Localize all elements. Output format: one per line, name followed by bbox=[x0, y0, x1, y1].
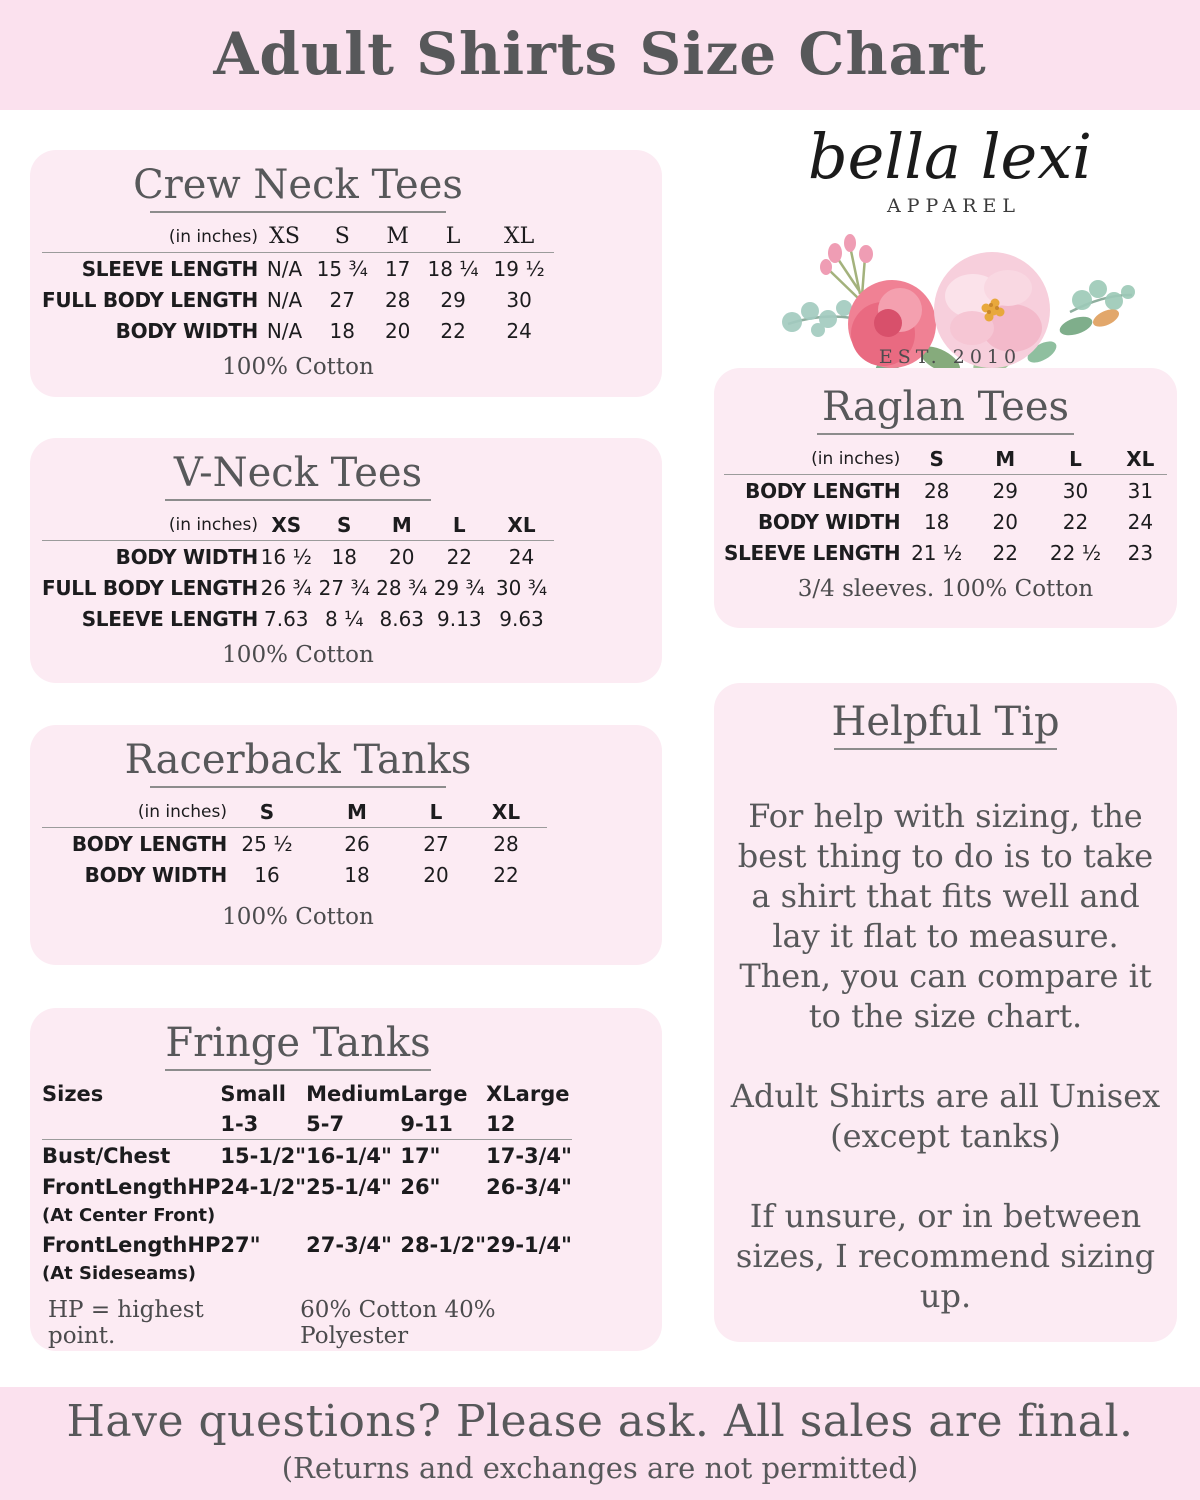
size-value-cell: 30 bbox=[1062, 478, 1089, 503]
size-value-cell: 29 bbox=[992, 478, 1018, 503]
col-header: Medium bbox=[306, 1082, 401, 1106]
fabric-note: 60% Cotton 40% Polyester bbox=[300, 1297, 496, 1349]
size-value-cell: 18 bbox=[344, 862, 370, 887]
row-label-cell: BODY WIDTH bbox=[115, 318, 258, 343]
size-value-cell: 26" bbox=[400, 1174, 441, 1199]
size-value-cell: 20 bbox=[423, 862, 449, 887]
size-value-cell: 25 ½ bbox=[241, 831, 293, 856]
row-label-cell: SLEEVE LENGTH bbox=[81, 606, 258, 631]
size-value-cell: 27-3/4" bbox=[306, 1232, 392, 1257]
col-header: M bbox=[374, 509, 430, 541]
col-header: M bbox=[973, 443, 1037, 475]
size-value-cell: 26 bbox=[344, 831, 370, 856]
size-value-cell: 28 bbox=[384, 287, 411, 312]
col-header: M bbox=[373, 221, 421, 253]
tip-paragraph: If unsure, or in between sizes, I recommend sizing up. bbox=[735, 1197, 1156, 1315]
table-row bbox=[42, 541, 554, 573]
size-value-cell: 20 bbox=[384, 318, 411, 343]
vneck-title: V-Neck Tees bbox=[173, 450, 423, 496]
size-value-cell: 28-1/2" bbox=[400, 1232, 487, 1257]
col-header: S bbox=[227, 796, 307, 828]
unit-label: (in inches) bbox=[42, 796, 227, 828]
fabric-note: 100% Cotton bbox=[222, 354, 374, 380]
title-underline bbox=[165, 499, 431, 501]
racerback-title: Racerback Tanks bbox=[124, 737, 472, 783]
row-label-cell: BODY WIDTH bbox=[84, 862, 227, 887]
size-value-cell: 24-1/2" bbox=[220, 1174, 307, 1199]
racerback-size-table bbox=[42, 796, 547, 890]
table-row bbox=[42, 603, 554, 634]
fringe-range-row bbox=[42, 1109, 572, 1140]
table-row bbox=[42, 859, 547, 890]
racerback-tanks-panel bbox=[30, 725, 662, 965]
title-underline bbox=[817, 433, 1074, 435]
size-value-cell: 17" bbox=[400, 1143, 441, 1168]
size-range: 12 bbox=[486, 1109, 572, 1140]
row-label-cell: BODY WIDTH bbox=[757, 509, 901, 534]
title-underline bbox=[150, 786, 447, 788]
size-value-cell: 9.63 bbox=[499, 606, 544, 631]
size-value-cell: 25-1/4" bbox=[306, 1174, 392, 1199]
crew-title: Crew Neck Tees bbox=[133, 162, 463, 208]
tip-paragraph: Adult Shirts are all Unisex (except tanks) bbox=[730, 1077, 1161, 1155]
size-range: 5-7 bbox=[306, 1109, 400, 1140]
size-value-cell: 18 bbox=[331, 544, 357, 569]
table-row bbox=[724, 506, 1167, 537]
size-value-cell: 21 ½ bbox=[911, 540, 963, 565]
row-sublabel-cell: (At Sideseams) bbox=[42, 1263, 197, 1284]
footer-band bbox=[0, 1387, 1200, 1500]
page-title: Adult Shirts Size Chart bbox=[213, 20, 987, 88]
table-row bbox=[42, 1171, 572, 1202]
fabric-note: 3/4 sleeves. 100% Cotton bbox=[797, 576, 1094, 602]
header-band bbox=[0, 0, 1200, 110]
size-value-cell: 7.63 bbox=[263, 606, 309, 631]
col-header: XL bbox=[1114, 443, 1167, 475]
title-underline bbox=[150, 211, 447, 213]
fringe-size-table bbox=[42, 1079, 572, 1287]
size-range: 1-3 bbox=[220, 1109, 306, 1140]
row-label-cell: BODY WIDTH bbox=[115, 544, 258, 569]
tip-paragraph: For help with sizing, the best thing to do is to take a shirt that fits well and lay it flat to measure. Then, you can compare it to the size chart. bbox=[737, 797, 1154, 1035]
unit-label: (in inches) bbox=[42, 221, 258, 253]
size-value-cell: 27" bbox=[220, 1232, 261, 1257]
size-value-cell: 18 bbox=[329, 318, 355, 343]
size-value-cell: 22 bbox=[446, 544, 473, 569]
size-value-cell: 28 bbox=[923, 478, 950, 503]
crew-neck-tees-panel bbox=[30, 150, 662, 397]
fringe-footnotes bbox=[42, 1297, 554, 1349]
col-header: XL bbox=[465, 796, 547, 828]
raglan-title: Raglan Tees bbox=[821, 384, 1070, 430]
table-row bbox=[42, 253, 554, 285]
size-value-cell: 22 bbox=[493, 862, 519, 887]
brand-script-text: bella lexi bbox=[807, 120, 1093, 193]
size-value-cell: 24 bbox=[506, 318, 532, 343]
fringe-tanks-panel bbox=[30, 1008, 662, 1351]
size-value-cell: 29 ¾ bbox=[433, 575, 485, 600]
size-value-cell: 19 ½ bbox=[493, 256, 545, 281]
size-value-cell: 16 ½ bbox=[260, 544, 312, 569]
size-value-cell: 8 ¼ bbox=[325, 606, 364, 631]
crew-size-table bbox=[42, 221, 554, 346]
table-row bbox=[42, 572, 554, 603]
size-value-cell: 26-3/4" bbox=[486, 1174, 572, 1199]
brand-apparel-text: APPAREL bbox=[886, 195, 1022, 217]
size-value-cell: 24 bbox=[508, 544, 535, 569]
unit-label: (in inches) bbox=[724, 443, 900, 475]
size-value-cell: 28 ¾ bbox=[376, 575, 428, 600]
size-value-cell: 30 ¾ bbox=[495, 575, 548, 600]
row-label-cell: FULL BODY LENGTH bbox=[42, 287, 258, 312]
table-row bbox=[42, 315, 554, 346]
size-value-cell: 26 ¾ bbox=[260, 575, 312, 600]
unit-label: (in inches) bbox=[42, 509, 258, 541]
vneck-header-row bbox=[42, 509, 554, 541]
size-value-cell: 24 bbox=[1127, 509, 1154, 534]
size-value-cell: 18 bbox=[923, 509, 950, 534]
size-value-cell: 31 bbox=[1127, 478, 1154, 503]
row-label-cell: SLEEVE LENGTH bbox=[724, 540, 901, 565]
row-label-cell: BODY LENGTH bbox=[745, 478, 901, 503]
row-sublabel bbox=[42, 1202, 572, 1229]
row-label-cell: FULL BODY LENGTH bbox=[42, 575, 258, 600]
size-value-cell: 17 bbox=[384, 256, 411, 281]
footer-questions-text: Have questions? Please ask. All sales are final. bbox=[66, 1396, 1134, 1447]
row-sublabel bbox=[42, 1260, 572, 1287]
size-value-cell: 15 ¾ bbox=[316, 256, 368, 281]
size-value-cell: 23 bbox=[1127, 540, 1154, 565]
title-underline bbox=[165, 1069, 431, 1071]
fabric-note: 100% Cotton bbox=[222, 642, 374, 668]
col-header: Large bbox=[400, 1082, 468, 1106]
row-label-cell: FrontLengthHP bbox=[42, 1232, 221, 1257]
vneck-size-table bbox=[42, 509, 554, 634]
footer-returns-text: (Returns and exchanges are not permitted) bbox=[281, 1451, 919, 1485]
raglan-tees-panel bbox=[714, 368, 1177, 628]
table-row bbox=[42, 1229, 572, 1260]
row-label-cell: Bust/Chest bbox=[42, 1143, 171, 1168]
size-range: 9-11 bbox=[400, 1109, 486, 1140]
col-header: XLarge bbox=[486, 1082, 570, 1106]
fringe-title: Fringe Tanks bbox=[165, 1020, 431, 1066]
size-value-cell: 22 bbox=[992, 540, 1018, 565]
fabric-note: 100% Cotton bbox=[222, 904, 374, 930]
size-value-cell: 15-1/2" bbox=[220, 1143, 307, 1168]
tip-body bbox=[714, 796, 1177, 1316]
size-value-cell: 29-1/4" bbox=[486, 1232, 572, 1257]
col-header: Small bbox=[220, 1082, 286, 1106]
col-header: XL bbox=[484, 221, 554, 253]
v-neck-tees-panel bbox=[30, 438, 662, 683]
table-row bbox=[42, 1140, 572, 1172]
size-value-cell: N/A bbox=[266, 318, 303, 343]
row-sublabel-cell: (At Center Front) bbox=[42, 1205, 216, 1226]
size-value-cell: 16-1/4" bbox=[306, 1143, 392, 1168]
table-row bbox=[724, 537, 1167, 568]
col-header: L bbox=[1037, 443, 1113, 475]
brand-logo bbox=[740, 112, 1160, 370]
table-row bbox=[724, 475, 1167, 507]
helpful-tip-panel bbox=[714, 683, 1177, 1342]
size-value-cell: 18 ¼ bbox=[427, 256, 479, 281]
size-value-cell: 27 bbox=[329, 287, 355, 312]
fringe-header-row bbox=[42, 1079, 572, 1109]
title-underline bbox=[834, 748, 1056, 750]
size-value-cell: 27 bbox=[423, 831, 449, 856]
table-row bbox=[42, 828, 547, 860]
hp-note: HP = highest point. bbox=[48, 1297, 204, 1349]
size-value-cell: N/A bbox=[266, 287, 303, 312]
racerback-header-row bbox=[42, 796, 547, 828]
size-value-cell: 29 bbox=[440, 287, 466, 312]
raglan-size-table bbox=[724, 443, 1167, 568]
size-value-cell: 16 bbox=[254, 862, 280, 887]
size-value-cell: 30 bbox=[506, 287, 532, 312]
size-value-cell: 20 bbox=[992, 509, 1018, 534]
size-value-cell: 17-3/4" bbox=[486, 1143, 572, 1168]
col-header: M bbox=[307, 796, 407, 828]
size-value-cell: 22 bbox=[1062, 509, 1089, 534]
raglan-header-row bbox=[724, 443, 1167, 475]
size-value-cell: 20 bbox=[389, 544, 415, 569]
col-header: L bbox=[422, 221, 484, 253]
col-header: XS bbox=[258, 221, 311, 253]
col-header: S bbox=[900, 443, 973, 475]
size-value-cell: 9.13 bbox=[437, 606, 482, 631]
empty-cell bbox=[42, 1109, 220, 1140]
col-header: S bbox=[315, 509, 374, 541]
col-header: L bbox=[430, 509, 489, 541]
row-label-cell: BODY LENGTH bbox=[71, 831, 227, 856]
tip-title: Helpful Tip bbox=[831, 699, 1060, 745]
size-value-cell: 8.63 bbox=[379, 606, 425, 631]
col-header: XL bbox=[489, 509, 554, 541]
size-value-cell: 22 bbox=[440, 318, 466, 343]
row-label-cell: FrontLengthHP bbox=[42, 1174, 221, 1199]
row-label-cell: SLEEVE LENGTH bbox=[81, 256, 258, 281]
col-header: S bbox=[311, 221, 373, 253]
size-value-cell: 27 ¾ bbox=[318, 575, 370, 600]
size-value-cell: N/A bbox=[266, 256, 303, 281]
brand-logo-graphic bbox=[740, 112, 1160, 370]
table-row bbox=[42, 284, 554, 315]
size-value-cell: 28 bbox=[493, 831, 519, 856]
sizes-label: Sizes bbox=[42, 1082, 104, 1106]
crew-header-row bbox=[42, 221, 554, 253]
brand-est-text: EST. 2010 bbox=[878, 346, 1022, 368]
size-value-cell: 22 ½ bbox=[1049, 540, 1102, 565]
col-header: XS bbox=[258, 509, 315, 541]
col-header: L bbox=[407, 796, 465, 828]
